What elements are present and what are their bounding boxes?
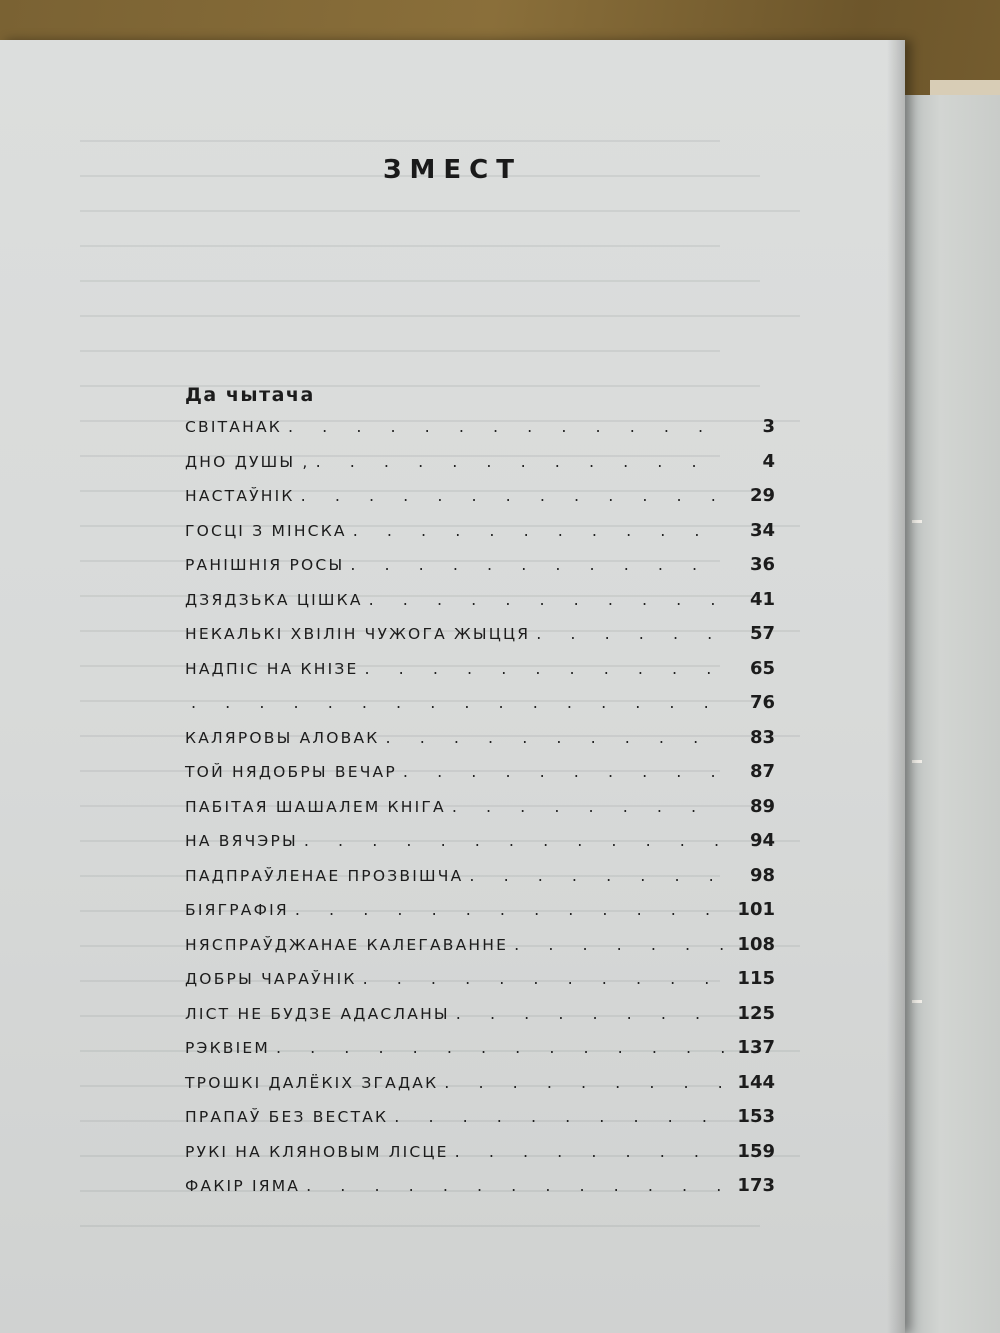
toc-entry-title: НАСТАЎНІК	[185, 487, 295, 505]
toc-entry	[185, 514, 775, 549]
toc-entry	[185, 548, 775, 583]
leader-dots	[288, 410, 725, 445]
toc-entry	[185, 479, 775, 514]
leader-dots	[304, 824, 725, 859]
toc-entry-page: 3	[762, 416, 775, 437]
toc-entry-title: НЕКАЛЬКІ ХВІЛІН ЧУЖОГА ЖЫЦЦЯ	[185, 625, 531, 643]
toc-entry-title: РЭКВІЕМ	[185, 1039, 270, 1057]
bleed-through-line	[80, 210, 800, 212]
toc-entry	[185, 962, 775, 997]
toc-entry-title: ГОСЦІ З МІНСКА	[185, 521, 347, 540]
toc-entry-page: 94	[749, 830, 775, 851]
binding-stitch	[912, 1000, 922, 1003]
toc-entry-page: 36	[749, 554, 775, 575]
toc-entry	[185, 1066, 775, 1101]
toc-entry-page: 29	[749, 485, 775, 506]
toc-entry	[185, 445, 775, 480]
toc-entry-title: РАНІШНІЯ РОСЫ	[185, 556, 345, 574]
contents-title: ЗМЕСТ	[383, 155, 522, 185]
binding-stitch	[912, 760, 922, 763]
toc-entry-page: 144	[737, 1071, 775, 1093]
toc-entry	[185, 790, 775, 825]
toc-entry-page: 98	[749, 864, 775, 886]
leader-dots	[452, 790, 725, 825]
toc-entry	[185, 1031, 775, 1066]
leader-dots	[295, 893, 725, 928]
toc-entry	[185, 1169, 775, 1204]
leader-dots	[276, 1031, 725, 1066]
leader-dots	[444, 1066, 725, 1101]
toc-entry-page: 115	[737, 968, 775, 989]
toc-entry-page: 137	[737, 1037, 775, 1058]
toc-entry-title: НАДПІС НА КНІЗЕ	[185, 659, 359, 678]
leader-dots	[456, 997, 725, 1032]
toc-entry-page: 89	[749, 795, 775, 817]
toc-entry-page: 173	[737, 1175, 775, 1196]
leader-dots	[536, 617, 725, 652]
toc-entry-page: 57	[749, 623, 775, 644]
toc-entry	[185, 755, 775, 790]
toc-entry-title: ЛІСТ НЕ БУДЗЕ АДАСЛАНЫ	[185, 1004, 450, 1023]
bleed-through-line	[80, 315, 800, 317]
bleed-through-line	[80, 140, 720, 142]
toc-entry	[185, 617, 775, 652]
toc-entry-title: ТРОШКІ ДАЛЁКІХ ЗГАДАК	[185, 1073, 439, 1092]
toc-entry	[185, 1100, 775, 1135]
leader-dots	[350, 548, 725, 583]
leader-dots	[514, 928, 725, 963]
leader-dots	[403, 755, 725, 790]
facing-page	[900, 95, 1000, 1333]
leader-dots	[455, 1135, 725, 1170]
leader-dots	[191, 686, 725, 721]
toc-entry-title: ПРАПАЎ БЕЗ ВЕСТАК	[185, 1108, 389, 1126]
leader-dots	[469, 859, 725, 894]
toc-entry-title: ТОЙ НЯДОБРЫ ВЕЧАР	[185, 763, 397, 781]
leader-dots	[301, 479, 725, 514]
toc-entry-title: СВІТАНАК	[185, 418, 282, 436]
toc-entry	[185, 583, 775, 618]
leader-dots	[363, 962, 725, 997]
toc-entry-page: 87	[749, 761, 775, 782]
toc-entry-title: НЯСПРАЎДЖАНАЕ КАЛЕГАВАННЕ	[185, 935, 509, 954]
toc-entry	[185, 997, 775, 1032]
toc-entry-title: ПАБІТАЯ ШАШАЛЕМ КНІГА	[185, 797, 446, 816]
toc-entry-title: ДНО ДУШЫ ,	[185, 452, 310, 471]
toc-entry-page: 159	[737, 1140, 775, 1162]
toc-entry-title: НА ВЯЧЭРЫ	[185, 832, 298, 850]
leader-dots	[386, 721, 725, 756]
bleed-through-line	[80, 245, 720, 247]
toc-entry-page: 41	[749, 588, 775, 610]
toc-entry	[185, 893, 775, 928]
toc-entry-title: РУКІ НА КЛЯНОВЫМ ЛІСЦЕ	[185, 1142, 449, 1161]
bleed-through-line	[80, 350, 720, 352]
toc-entry-page: 125	[737, 1002, 775, 1024]
leader-dots	[394, 1100, 725, 1135]
toc-entry	[185, 928, 775, 963]
toc-entry	[185, 824, 775, 859]
toc-entry-page: 108	[737, 933, 775, 955]
leader-dots	[306, 1169, 725, 1204]
toc-entry-page: 153	[737, 1106, 775, 1127]
leader-dots	[316, 445, 725, 480]
page-gutter-shadow	[887, 40, 905, 1333]
leader-dots	[365, 652, 726, 687]
leader-dots	[353, 514, 725, 549]
toc-entry-page: 65	[749, 657, 775, 679]
toc-entry-title: ПАДПРАЎЛЕНАЕ ПРОЗВІШЧА	[185, 866, 464, 885]
bleed-through-line	[80, 1225, 760, 1227]
toc-entry	[185, 859, 775, 894]
toc-entry	[185, 410, 775, 445]
toc-intro-heading: Да чытача	[185, 384, 315, 406]
leader-dots	[369, 583, 725, 618]
toc-entry-page: 76	[749, 692, 775, 713]
toc-entry	[185, 652, 775, 687]
toc-entry-title: ДОБРЫ ЧАРАЎНІК	[185, 970, 357, 988]
table-of-contents	[185, 380, 775, 1204]
toc-entry-page: 4	[762, 450, 775, 472]
toc-entry	[185, 721, 775, 756]
toc-entry-title: ФАКІР ІЯМА	[185, 1177, 301, 1195]
toc-entry-page: 101	[737, 899, 775, 920]
toc-entry-title: БІЯГРАФІЯ	[185, 901, 289, 919]
toc-entry	[185, 686, 775, 721]
bleed-through-line	[80, 280, 760, 282]
toc-entry-page: 34	[749, 519, 775, 541]
toc-entry-title: КАЛЯРОВЫ АЛОВАК	[185, 728, 380, 747]
toc-entry	[185, 1135, 775, 1170]
binding-stitch	[912, 520, 922, 523]
toc-entry-page: 83	[749, 726, 775, 748]
toc-entry-title: ДЗЯДЗЬКА ЦІШКА	[185, 590, 363, 609]
